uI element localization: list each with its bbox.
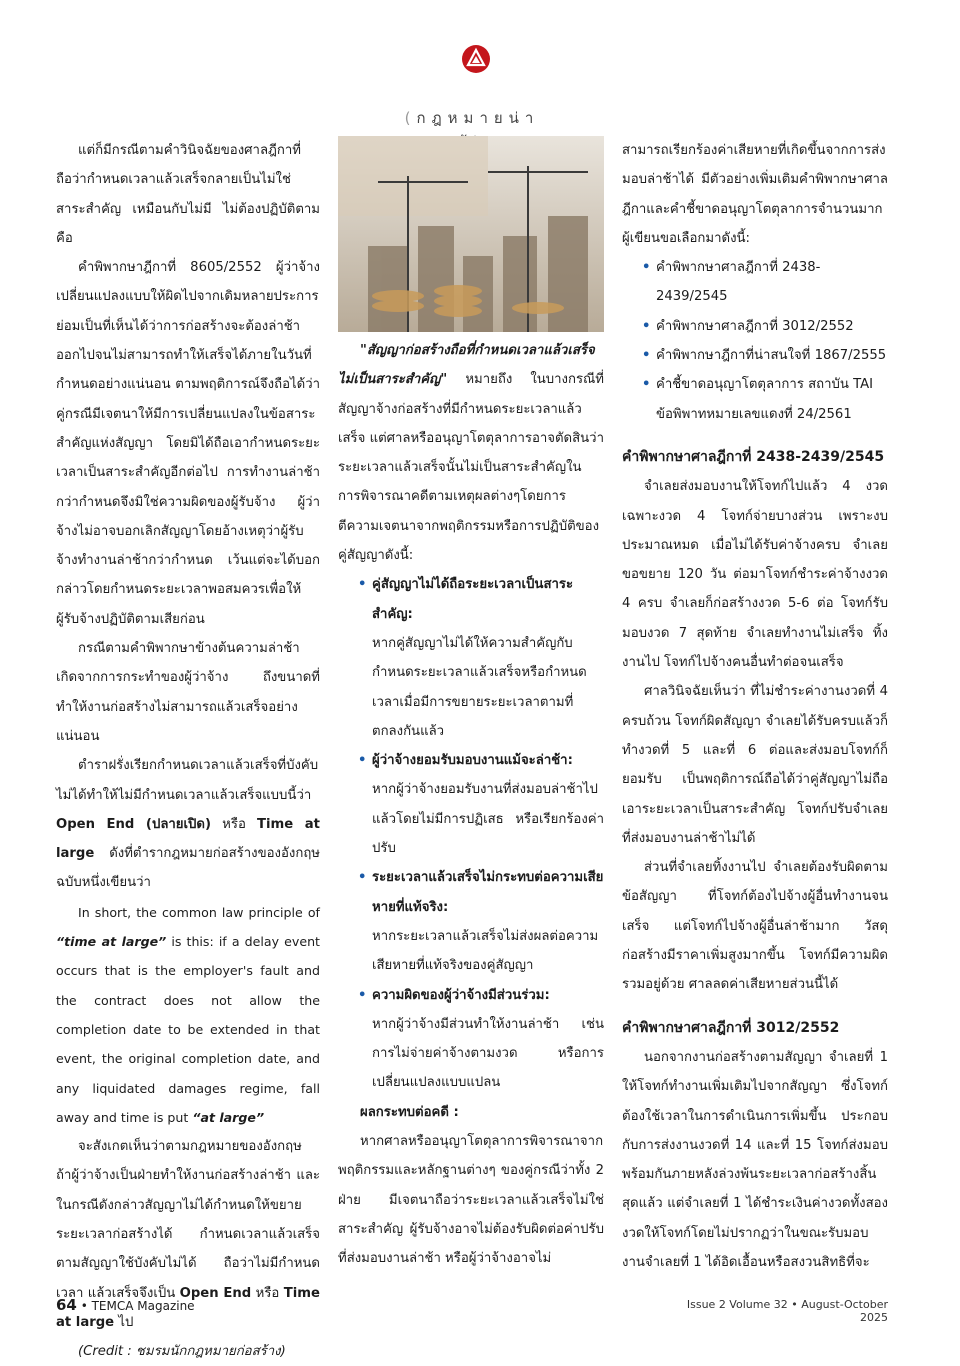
construction-photo (338, 136, 604, 332)
column-3 (622, 136, 888, 1277)
list-item: • ความผิดของผู้ว่าจ้างมีส่วนร่วม: หากผู้ว่าจ้างมีส่วนทำให้งานล่าช้า เช่น การไม่จ่ายค่าจ้างตามงวด หรือการเปลี่ยนแปลงแบบแปลน (360, 981, 604, 1098)
caption-paragraph: "สัญญาก่อสร้างถือที่กำหนดเวลาแล้วเสร็จไม่เป็นสาระสำคัญ" หมายถึง ในบางกรณีที่สัญญาจ้างก่อสร้างที่มีกำหนดระยะเวลาแล้วเสร็จ แต่ศาลหรืออนุญาโตตุลาการอาจตัดสินว่าระยะเวลาแล้วเสร็จนั้นไม่เป็นสาระสำคัญในการพิจารณาคดีตามเหตุผลต่างๆโดยการตีความเจตนาจากพฤติกรรมหรือการปฏิบัติของคู่สัญญาดังนี้: (338, 343, 604, 564)
list-item: • คำพิพากษาฎีกาที่น่าสนใจที่ 1867/2555 (644, 341, 888, 370)
list-item: • คำพิพากษาศาลฎีกาที่ 2438-2439/2545 (644, 253, 888, 312)
column-1 (56, 136, 320, 1366)
paragraph: หากศาลหรืออนุญาโตตุลาการพิจารณาจากพฤติกรรมและหลักฐานต่างๆ ของคู่กรณีว่าทั้ง 2 ฝ่าย มีเจตนาถือว่าระยะเวลาแล้วเสร็จไม่ใช่สาระสำคัญ ผู้รับจ้างอาจไม่ต้องรับผิดต่อค่าปรับที่ส่งมอบงานล่าช้า หรือผู้ว่าจ้างอาจไม่ (338, 1134, 604, 1267)
page-number: 64 (56, 1296, 77, 1314)
issue-info: Issue 2 Volume 32 • August-October 2025 (686, 1298, 888, 1324)
list-item: • คำพิพากษาศาลฎีกาที่ 3012/2552 (644, 312, 888, 341)
paragraph: นอกจากงานก่อสร้างตามสัญญา จำเลยที่ 1 ให้โจทก์ทำงานเพิ่มเติมไปจากสัญญา ซึ่งโจทก์ต้องใช้เวลาในการดำเนินการเพิ่มขึ้น ประกอบกับการส่งงานงวดที่ 14 และที่ 15 โจทก์ส่งมอบพร้อมกันภายหลังล่วงพ้นระยะเวลาก่อสร้างสิ้นสุดแล้ว แต่จำเลยที่ 1 ได้ชำระเงินค่างวดทั้งสองงวดให้โจทก์โดยไม่ปรากฏว่าในขณะรับมอบงานจำเลยที่ 1 ได้อิดเอื้อนหรือสงวนสิทธิที่จะ (622, 1049, 888, 1270)
effect-heading: ผลกระทบต่อคดี : (360, 1104, 459, 1120)
case-heading: คำพิพากษาศาลฎีกาที่ 3012/2552 (622, 1019, 840, 1036)
paragraph: กรณีตามคำพิพากษาข้างต้นความล่าช้าเกิดจากการกระทำของผู้ว่าจ้าง ถึงขนาดที่ทำให้งานก่อสร้างไม่สามารถแล้วเสร็จอย่างแน่นอน (56, 641, 320, 744)
list-item: • คู่สัญญาไม่ได้ถือระยะเวลาเป็นสาระสำคัญ: หากคู่สัญญาไม่ได้ให้ความสำคัญกับกำหนดระยะเวลาแล้วเสร็จหรือกำหนดเวลาเมื่อมีการขยายระยะเวลาตามที่ตกลงกันแล้ว (360, 570, 604, 746)
magazine-name: • TEMCA Magazine (80, 1299, 195, 1313)
case-heading: คำพิพากษาศาลฎีกาที่ 2438-2439/2545 (622, 448, 885, 465)
list-item: • คำชี้ขาดอนุญาโตตุลาการ สถาบัน TAI ข้อพิพาทหมายเลขแดงที่ 24/2561 (644, 370, 888, 429)
paragraph: จำเลยส่งมอบงานให้โจทก์ไปแล้ว 4 งวด เฉพาะงวด 4 โจทก์จ่ายบางส่วน เพราะงบประมาณหมด เมื่อไม่ได้รับค่าจ้างครบ จำเลยขอขยาย 120 วัน ต่อมาโจทก์ชำระค่าจ้างงวด 4 ครบ จำเลยก็ก่อสร้างงวด 5-6 ต่อ โจทก์รับมอบงวด 7 สุดท้าย จำเลยทำงานไม่เสร็จ ทิ้งงานไป โจทก์ไปจ้างคนอื่นทำต่อจนเสร็จ (622, 479, 888, 671)
list-item: • ระยะเวลาแล้วเสร็จไม่กระทบต่อความเสียหายที่แท้จริง: หากระยะเวลาแล้วเสร็จไม่ส่งผลต่อความเสียหายที่แท้จริงของคู่สัญญา (360, 863, 604, 980)
page-header (0, 38, 960, 127)
column-2 (338, 136, 604, 1274)
temca-logo-icon (461, 44, 491, 74)
paragraph: ส่วนที่จำเลยทิ้งงานไป จำเลยต้องรับผิดตามข้อสัญญา ที่โจทก์ต้องไปจ้างผู้อื่นทำงานจนเสร็จ แต่โจทก์ไปจ้างผู้อื่นล่าช้ามาก วัสดุก่อสร้างมีราคาเพิ่มสูงมากขึ้น โจทก์มีความผิดรวมอยู่ด้วย ศาลลดค่าเสียหายส่วนนี้ได้ (622, 860, 888, 993)
paragraph: แต่ก็มีกรณีตามคำวินิจฉัยของศาลฎีกาที่ถือว่ากำหนดเวลาแล้วเสร็จกลายเป็นไม่ใช่สาระสำคัญ เหมือนกับไม่มี ไม่ต้องปฏิบัติตาม คือ (56, 143, 320, 246)
paragraph: ศาลวินิจฉัยเห็นว่า ที่ไม่ชำระค่างานงวดที่ 4 ครบถ้วน โจทก์ผิดสัญญา จำเลยได้รับครบแล้วก็ทำงวดที่ 5 และที่ 6 ต่อและส่งมอบโจทก์ก็ยอมรับ เป็นพฤติการณ์ถือได้ว่าคู่สัญญาไม่ถือเอาระยะเวลาเป็นสาระสำคัญ โจทก์ปรับจำเลยที่ส่งมอบงานล่าช้าไม่ได้ (622, 684, 888, 846)
paragraph: สามารถเรียกร้องค่าเสียหายที่เกิดขึ้นจากการส่งมอบล่าช้าได้ มีตัวอย่างเพิ่มเติมคำพิพากษาศาลฎีกาและคำชี้ขาดอนุญาโตตุลาการจำนวนมาก ผู้เขียนขอเลือกมาดังนี้: (622, 143, 888, 246)
english-quote: In short, the common law principle of “time at large” is this: if a delay event occurs that is the employer's fault and the contract does not allow the completion date to be extended in that event, the original completion date, and any liquidated damages regime, fall away and time is put “at large” (56, 904, 320, 1125)
paragraph: ตำราฝรั่งเรียกกำหนดเวลาแล้วเสร็จที่บังคับไม่ได้ทำให้ไม่มีกำหนดเวลาแล้วเสร็จแบบนี้ว่า Open End (ปลายเปิด) หรือ Time at large ดังที่ตำรากฎหมายก่อสร้างของอังกฤษ ฉบับหนึ่งเขียนว่า (56, 758, 320, 891)
list-item: • ผู้ว่าจ้างยอมรับมอบงานแม้จะล่าช้า: หากผู้ว่าจ้างยอมรับงานที่ส่งมอบล่าช้าไปแล้วโดยไม่มีการปฏิเสธ หรือเรียกร้องค่าปรับ (360, 746, 604, 863)
credit-line: (Credit : ชมรมนักกฎหมายก่อสร้าง) (78, 1344, 286, 1360)
condition-list (338, 570, 604, 1097)
paragraph: จะสังเกตเห็นว่าตามกฎหมายของอังกฤษ ถ้าผู้ว่าจ้างเป็นฝ่ายทำให้งานก่อสร้างล่าช้า และในกรณีดังกล่าวสัญญาไม่ได้กำหนดให้ขยายระยะเวลาก่อสร้างได้ กำหนดเวลาแล้วเสร็จตามสัญญาใช้บังคับไม่ได้ ถือว่าไม่มีกำหนดเวลา แล้วเสร็จจึงเป็น Open End หรือ Time at large ไป (56, 1139, 320, 1330)
case-list (622, 253, 888, 429)
section-title: (กฎหมายน่า (404, 109, 540, 127)
paragraph: คำพิพากษาฎีกาที่ 8605/2552 ผู้ว่าจ้างเปลี่ยนแปลงแบบให้ผิดไปจากเดิมหลายประการย่อมเป็นที่เห็นได้ว่าการก่อสร้างจะต้องล่าช้าออกไปจนไม่สามารถทำให้เสร็จได้ภายในวันที่กำหนดอย่างแน่นอน ตามพฤติการณ์จึงถือได้ว่าคู่กรณีมีเจตนาให้มีการเปลี่ยนแปลงในข้อสาระสำคัญแห่งสัญญา โดยมิได้ถือเอากำหนดระยะเวลาเป็นสาระสำคัญอีกต่อไป การทำงานล่าช้ากว่ากำหนดจึงมิใช่ความผิดของผู้รับจ้าง ผู้ว่าจ้างไม่อาจบอกเลิกสัญญาโดยอ้างเหตุว่าผู้รับจ้างทำงานล่าช้ากว่ากำหนด เว้นแต่จะได้บอกกล่าวโดยกำหนดระยะเวลาพอสมควรเพื่อให้ผู้รับจ้างปฏิบัติตามเสียก่อน (56, 260, 320, 627)
page-footer-left (56, 1296, 195, 1314)
